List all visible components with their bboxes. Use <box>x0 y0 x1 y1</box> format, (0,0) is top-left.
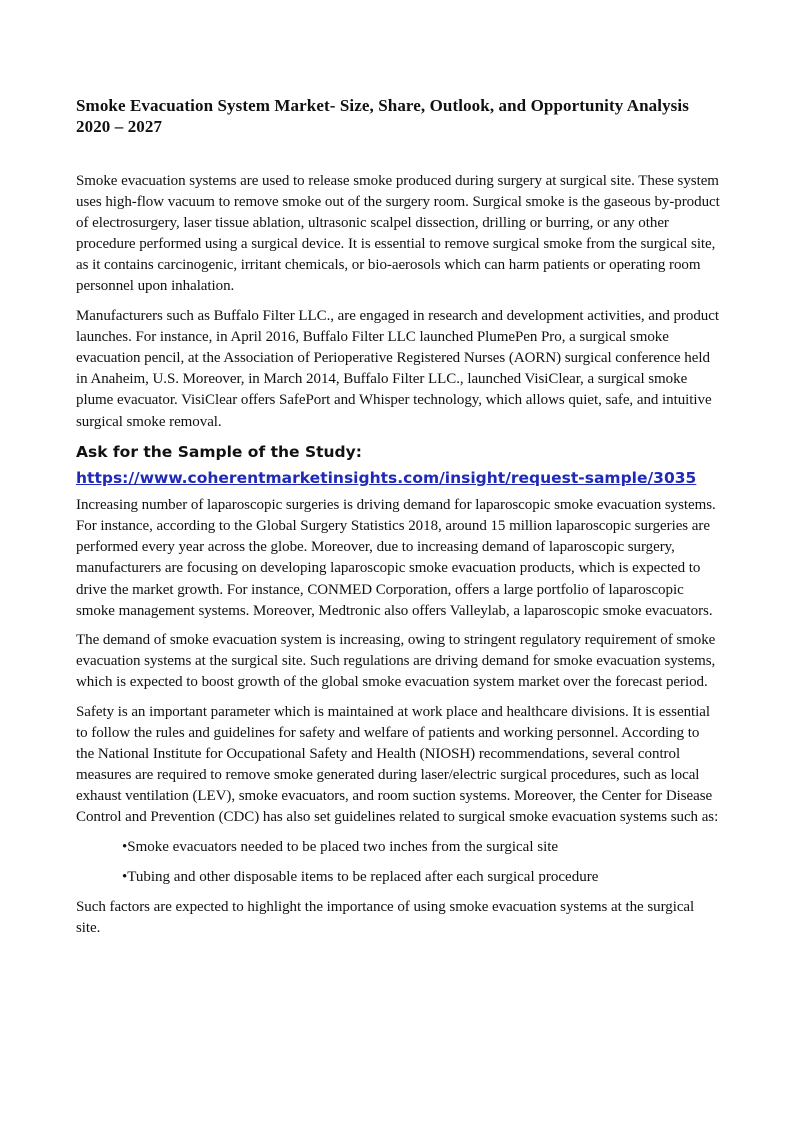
bullet-item: •Tubing and other disposable items to be replaced after each surgical procedure <box>122 869 599 886</box>
paragraph-manufacturers: Manufacturers such as Buffalo Filter LLC., are engaged in research and development activities, and product launches. For instance, in April 2016, Buffalo Filter LLC launched PlumePen Pro, a surgical smoke evacuation pencil, at the Association of Perioperative Registered Nurses (AORN) surgical conference held in Anaheim, U.S. Moreover, in March 2014, Buffalo Filter LLC., launched VisiClear, a surgical smoke plume evacuator. VisiClear offers SafePort and Whisper technology, which allows quiet, safe, and intuitive surgical smoke removal. <box>76 308 719 430</box>
bullet-item: •Smoke evacuators needed to be placed two inches from the surgical site <box>122 839 559 856</box>
sample-heading: Ask for the Sample of the Study: <box>76 443 362 462</box>
document-page <box>76 95 720 948</box>
paragraph-regulation: The demand of smoke evacuation system is increasing, owing to stringent regulatory requirement of smoke evacuation systems at the surgical site. Such regulations are driving demand for smoke evacuation systems, which is expected to boost growth of the global smoke evacuation system market over the forecast period. <box>76 632 716 691</box>
paragraph-safety: Safety is an important parameter which is maintained at work place and healthcare divisions. It is essential to follow the rules and guidelines for safety and welfare of patients and working personnel. According to the National Institute for Occupational Safety and Health (NIOSH) recommendations, several control measures are required to remove smoke generated during laser/electric surgical procedures, such as local exhaust ventilation (LEV), smoke evacuators, and room suction systems. Moreover, the Center for Disease Control and Prevention (CDC) has also set guidelines related to surgical smoke evacuation systems such as: <box>76 703 719 826</box>
paragraph-conclusion: Such factors are expected to highlight the importance of using smoke evacuation systems at the surgical site. <box>76 899 695 937</box>
document-title: Smoke Evacuation System Market- Size, Share, Outlook, and Opportunity Analysis 2020 – 2027 <box>76 96 689 136</box>
paragraph-laparoscopic: Increasing number of laparoscopic surgeries is driving demand for laparoscopic smoke evacuation systems. For instance, according to the Global Surgery Statistics 2018, around 15 million laparoscopic surgeries are performed every year across the globe. Moreover, due to increasing demand of laparoscopic surgery, manufacturers are focusing on developing laparoscopic smoke evacuation products, which is expected to drive the market growth. For instance, CONMED Corporation, offers a large portfolio of laparoscopic smoke management systems. Moreover, Medtronic also offers Valleylab, a laparoscopic smoke evacuators. <box>76 497 716 619</box>
paragraph-intro: Smoke evacuation systems are used to release smoke produced during surgery at surgical site. These system uses high-flow vacuum to remove smoke out of the surgery room. Surgical smoke is the gaseous by-product of electrosurgery, laser tissue ablation, ultrasonic scalpel dissection, drilling or burring, or any other procedure performed using a surgical device. It is essential to remove surgical smoke from the surgical site, as it contains carcinogenic, irritant chemicals, or bio-aerosols which can harm patients or operating room personnel upon inhalation. <box>76 173 720 295</box>
sample-request-link[interactable]: https://www.coherentmarketinsights.com/insight/request-sample/3035 <box>76 469 697 488</box>
sample-link-line <box>76 467 720 489</box>
